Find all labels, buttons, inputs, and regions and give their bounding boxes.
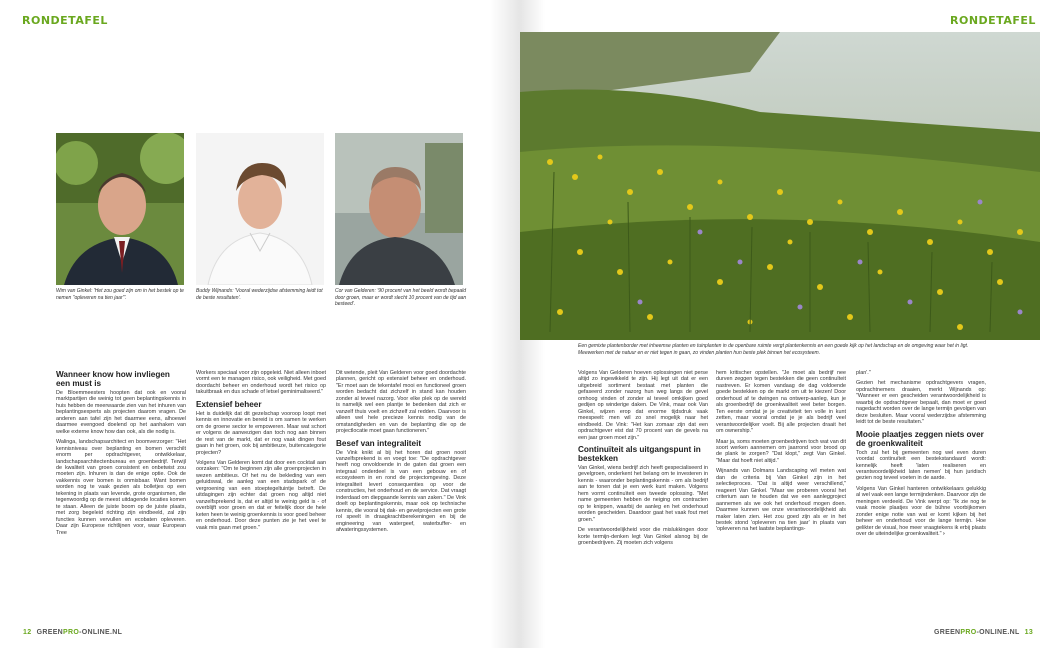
paragraph: Workers speciaal voor zijn opgeleid. Niet alleen inboet vormt een te managen risico, ook veiligheid. Met goed doordacht beheer en onderhoud wordt het risico op takuitbraak en dus schade of letsel geminimaliseerd." — [196, 370, 326, 396]
portrait-caption: Buddy Wijnands: 'Vooral wederzijdse afstemming leidt tot de beste resultaten'. — [196, 288, 323, 301]
gutter-shadow — [490, 0, 520, 648]
paragraph: Van Ginkel, wiens bedrijf zich heeft gespecialiseerd in gevelgroen, onderkent het belang om te investeren in kennis - waaronder beplantingskennis - om als bedrijf aan te tonen dat je een werk kunt maken. Volgens hem vormt continuïteit een tweede oplossing. "Met name gemeenten hebben de neiging om contracten op te knippen, waarbij de aanleg en het onderhoud worden gescheiden. Daardoor gaat het vaak fout met groen." — [578, 464, 708, 523]
photo-caption: Een gemixte plantenborder met inheemse planten en tuinplanten in de openbare ruimte vergt plantenkennis en een goede kijk op het landschap en de omgeving waar het in ligt. Meewerken met de natuur en er niet tegen in gaan, zo vinden planten hun beste plek binnen het ecosysteem. — [578, 343, 969, 356]
portrait-cor-van-gelderen — [335, 133, 463, 285]
subheading: Mooie plaatjes zeggen niets over de groenkwaliteit — [856, 429, 984, 448]
article-column — [56, 368, 186, 540]
site-part: GREEN — [36, 629, 64, 636]
paragraph: Het is duidelijk dat dit gezelschap vooroop loopt met kennis en innovatie en bereid is om samen te werken om de groene sector te empoweren. Maar wat schort er volgens de aanwezigen dan toch nog aan binnen de rest van de markt, dat er nog vaak dingen fout gaan in het groen, ook bij ambitieuze, buitencategorie projecten? — [196, 410, 326, 456]
paragraph: Volgens Van Gelderen komt dat door een cocktail aan oorzaken: "Om te beginnen zijn alle groenprojecten in wezen ambitieus. Of het nu de bekleding van een geluidswal, de aanleg van een stadspark of de vergroening van een stoeptegeltuintje betreft. De uitdagingen zijn echter dat groen nog altijd niet vanzelfsprekend is, dat er altijd te weinig geld is - of overblijft voor groen en dat er feitelijk door de hele keten heen te weinig groenkennis is voor goed beheer en onderhoud. Door deze punten zie je het veel te vaak mis gaan met groen." — [196, 459, 326, 531]
subheading: Wanneer know how invliegen een must is — [56, 370, 170, 388]
page-number: 12 — [23, 629, 32, 636]
paragraph: De verantwoordelijkheid voor die mislukkingen door korte termijn-denken legt Van Ginkel alsnog bij de groenbedrijven. Zij moeten zich volgens — [578, 527, 708, 546]
paragraph: hem kritischer opstellen. "Je moet als bedrijf nee durven zeggen tegen bestekken die geen continuïteit nastreven. Er komen vandaag de dag voldoende goede bestekken op de markt om uit te kiezen! Door onderhoud af te dwingen na ontwerp-aanleg, kun je als groenbedrijf de groenkwaliteit veel beter borgen. Ten eerste omdat je je creativiteit ten volle in kunt zetten, maar vooral omdat je je als bedrijf veel verantwoordelijker voelt. Bij alle projecten draait het om ownership." — [716, 370, 846, 435]
page-footer — [20, 629, 122, 636]
subheading: Extensief beheer — [196, 399, 262, 409]
paragraph: De Bloemmeesters hoopten dat ook en vooral marktpartijen die weinig tot geen beplantingskennis in huis hebben de meerwaarde zien van het inhuren van beplantingsexperts als projecten daarom vragen. De anderen aan tafel zijn het daarmee eens, alhoewel daarmee evengoed doelend op het aanhaken van welke externe know how dan ook, als die nodig is. — [56, 390, 186, 435]
article-column — [856, 370, 986, 542]
page-number: 13 — [1024, 629, 1034, 636]
portrait-caption: Cor van Gelderen: '90 procent van het beeld wordt bepaald door groen, maar er wordt slecht 10 procent van de tijd aan besteed'. — [335, 288, 467, 307]
footer-site — [37, 629, 123, 636]
site-part: PRO — [960, 629, 977, 636]
paragraph: Wijnands van Dolmans Landscaping wil meten wat dan de criteria bij Van Ginkel zijn in het selectieproces. "Dat is altijd weer verschillend," reageert Van Ginkel. "Maar we proberen vooral het criterium aan te houden dat we een aanleggroject aannemen als we ook het onderhoud mogen doen. Daarmee kunnen we onze verantwoordelijkheid als maker laten zien. Het zou goed zijn als er in het bestek stond 'opleveren na tien jaar' in plaats van 'opleveren na het laatste beplantings- — [716, 468, 846, 533]
article-column — [196, 370, 326, 535]
paragraph: De Vink knikt al bij het horen dat groen nooit vanzelfsprekend is en voegt toe: "De opdrachtgever heeft nog onvoldoende in de gaten dat groen een integraal onderdeel is van een gebouw en of ecosysteem in en rond de projectomgeving. Deze integraliteit levert consequenties op voor de constructies, het onderhoud en de service. Dat vraagt inderdaad om diepgaande kennis van zaken." De Vink doelt op beplantingskennis, maar ook op technische kennis, die vooral bij dak- en gevelprojecten een grote rol speelt in draagkrachtberekeningen en bij de engineering van watergeef, waterbuffer- en afwateringssystemen. — [336, 449, 466, 533]
article-column — [336, 370, 466, 537]
paragraph: Dit wetende, pleit Van Gelderen voor goed doordachte plannen, gericht op extensief beheer en onderhoud. "Er moet aan de tekentafel mooi en functioneel groen worden bedacht dat zichzelf in stand kan houden zonder al teveel nazorg. Voor elke plek op de wereld is namelijk wel een plantje te bedenken dat zich er vanzelf thuis voelt en zichzelf zal redden. Daarvoor is alleen wel hele precieze kennis nodig van de omstandigheden en van de beplanting die op de projectlocatie moet gaan functioneren." — [336, 370, 466, 435]
article-column — [716, 370, 846, 537]
portrait-wim-van-ginkel — [56, 133, 184, 285]
paragraph: Toch zal het bij gemeenten nog wel even duren voordat continuïteit een bestekstandaard wordt: kennelijk heeft 'laten realiseren en verantwoordelijkheid laten nemen' bij hun juridisch gezien nog teveel voeten in de aarde. — [856, 449, 986, 482]
paragraph: Volgens Van Gelderen hoeven oplossingen niet perse altijd zo ingewikkeld te zijn. Hij legt uit dat er een uitgebreid sortiment bestaat met planten die gefaseerd zonder nazorg hun weg langs de gevel omhoog vinden of zonder al teveel omkijken goed gedijen op winderige daken. De Vink, maar ook Van Ginkel, wijzen erop dat enorme tijdsdruk vaak meespeelt: men wil zo snel mogelijk naar het eindbeeld. De Vink: "Het kan zomaar zijn dat een opdrachtgever eist dat 70 procent van de gevels na een jaar groen moet zijn." — [578, 370, 708, 441]
right-page — [520, 0, 1040, 648]
site-part: -ONLINE.NL — [976, 629, 1020, 636]
paragraph: plan'." — [856, 370, 871, 376]
subheading: Continuïteit als uitgangspunt in bestekken — [578, 444, 701, 463]
section-title: RONDETAFEL — [950, 14, 1036, 27]
site-part: GREEN — [934, 629, 961, 636]
paragraph: Gezien het mechanisme opdrachtgevers vragen, opdrachtnemers draaien, merkt Wijnands op: "Wanneer er een gescheiden verantwoordelijkheid is waarbij de opdrachtgever bepaalt, dan moet er goed nagedacht worden over de lange termijn gevolgen van deze besluiten. Maar vooral wederzijdse afstemming leidt tot de beste resultaten." — [856, 380, 986, 426]
paragraph: Maar ja, soms moeten groenbedrijven toch wat van dit soort werken aannemen om jaarrond voor brood op de plank te zorgen? "Dat klopt," zegt Van Ginkel. "Maar dat hoeft niet altijd." — [716, 438, 846, 464]
flower-border-photo — [520, 32, 1040, 340]
paragraph — [856, 486, 986, 538]
article-column — [578, 370, 708, 550]
portrait-caption: Wim van Ginkel: 'Het zou goed zijn om in het bestek op te nemen "opleveren na tien jaar"'. — [56, 288, 184, 301]
subheading: Besef van integraliteit — [336, 438, 422, 448]
footer-site — [934, 629, 1019, 636]
continue-arrow-icon: › — [943, 531, 945, 538]
site-part: PRO — [63, 629, 80, 636]
paragraph-text: Volgens Van Ginkel hanteren ontwikkelaars gelukkig al wel vaak een lange termijndenken. Daarvoor zijn de meningen verdeeld. De Vink werpt op: "Ik zie nog te vaak mooie plaatjes voor de bühne voorbijkomen zonder enige notie van wat er komt kijken bij het beheer en onderhoud voor de lange termijn. Hoe gelikter de visual, hoe meer vraagtekens ik erbij plaats over de uiteindelijke groenkwaliteit." — [856, 485, 986, 538]
site-part: -ONLINE.NL — [79, 629, 123, 636]
page-footer — [934, 629, 1036, 636]
paragraph: Walinga, landschapsarchitect en boomverzorger: "Het kennisniveau over beplanting en bomen verschilt enorm per opdrachtgever, ontwikkelaar, landschapsarchitectenbureau en groenbedrijf. Terwijl de kwaliteit van groen consistent en onbetwist zou moeten zijn. Inhuren is dan de enige optie. Ook de vakkennis over bomen is onmisbaar. Want bomen worden nog te vaak gezien als bolletjes op een tekening in plaats van levende, grote organismen, die tegenwoordig op de meest uitdagende locaties komen te staan. Alleen de juiste boom op de juiste plaats, met zorg begeleid richting zijn eindbeeld, zal zijn functies kunnen vervullen en ecobaten opleveren. Daar zijn Europese richtlijnen voor, waar European Tree — [56, 439, 186, 536]
section-title: RONDETAFEL — [22, 14, 108, 27]
portrait-buddy-wijnands — [196, 133, 324, 285]
